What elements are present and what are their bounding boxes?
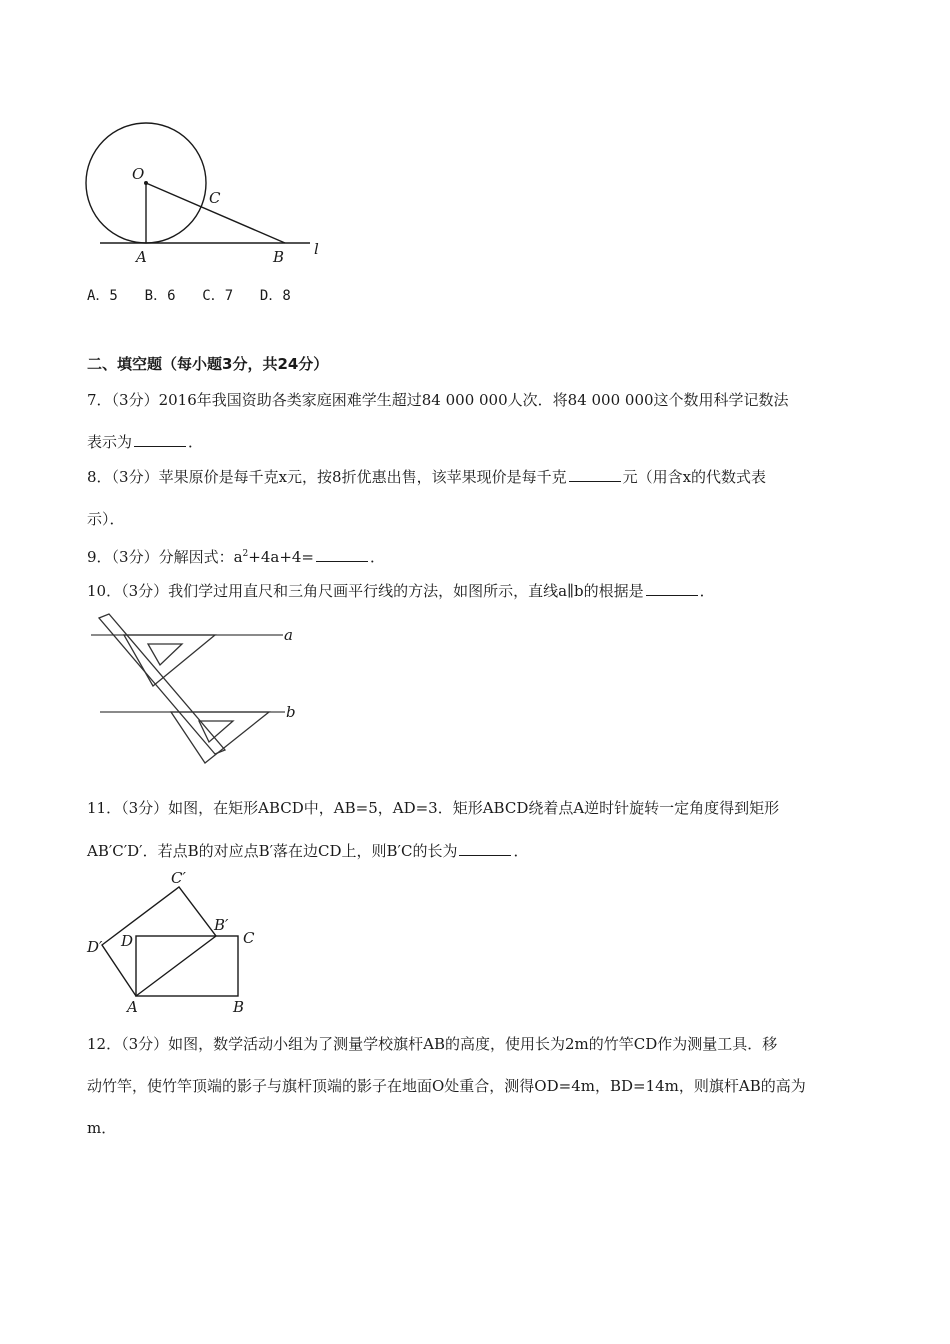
q9-period: ．: [370, 548, 386, 566]
label-a: a: [284, 626, 293, 644]
set-square-top: [124, 635, 215, 686]
choice-a: A．5: [87, 288, 118, 304]
q12-line1: 12．（3分）如图，数学活动小组为了测量学校旗杆AB的高度，使用长为2m的竹竿CD作为测量工具．移: [87, 1035, 778, 1053]
label-a: A: [136, 248, 147, 266]
q9-exponent: 2: [242, 549, 249, 559]
center-point-o: [144, 181, 148, 185]
q7-line1: 7．（3分）2016年我国资助各类家庭困难学生超过84 000 000人次．将84 000 000这个数用科学记数法: [87, 391, 789, 409]
q11-rectangle-figure: [85, 866, 275, 1016]
q9-text: 9．（3分）分解因式：a: [87, 548, 243, 566]
q7-line2: [87, 432, 203, 452]
q8-answer-blank[interactable]: [569, 467, 621, 482]
choice-b: B．6: [144, 288, 176, 304]
q9-text-mid: +4a+4=: [248, 548, 315, 566]
q11-line2: [87, 841, 528, 861]
q10-period: ．: [699, 582, 715, 600]
q11-answer-blank[interactable]: [459, 841, 511, 856]
choice-d: D．8: [259, 288, 291, 304]
label-b: B: [233, 998, 245, 1016]
label-c: C: [209, 189, 221, 207]
q7-period: ．: [188, 433, 204, 451]
q10-line: [87, 581, 715, 601]
q10-ruler-figure: [85, 610, 315, 770]
label-c-prime: C′: [171, 869, 186, 887]
q7-answer-blank[interactable]: [134, 432, 186, 447]
set-square-top-hole: [148, 644, 182, 665]
q9-answer-blank[interactable]: [316, 547, 368, 562]
label-a: A: [127, 998, 138, 1016]
q10-answer-blank[interactable]: [646, 581, 698, 596]
label-c: C: [243, 929, 255, 947]
rectangle-ab-c-d-prime: [102, 887, 216, 996]
q12-line2: 动竹竿，使竹竿顶端的影子与旗杆顶端的影子在地面O处重合，测得OD=4m，BD=14m，则旗杆AB的高为: [87, 1077, 806, 1095]
q8-line2: 示）．: [87, 510, 125, 528]
label-b: b: [286, 703, 296, 721]
q6-circle-figure: [80, 120, 340, 270]
label-b: B: [273, 248, 285, 266]
q8-text: 8．（3分）苹果原价是每千克x元，按8折优惠出售，该苹果现价是每千克: [87, 468, 567, 486]
rectangle-abcd: [136, 936, 238, 996]
label-l: l: [314, 240, 319, 258]
q8-line1: [87, 467, 766, 487]
q10-text: 10．（3分）我们学过用直尺和三角尺画平行线的方法，如图所示，直线a∥b的根据是: [87, 582, 644, 600]
label-d-prime: D′: [87, 938, 103, 956]
q11-line1: 11．（3分）如图，在矩形ABCD中，AB=5，AD=3．矩形ABCD绕着点A逆时针旋转一定角度得到矩形: [87, 799, 780, 817]
q11-period: ．: [513, 842, 529, 860]
q8-text-post: 元（用含x的代数式表: [622, 468, 767, 486]
section-heading: 二、填空题（每小题3分，共24分）: [87, 355, 329, 373]
choice-c: C．7: [202, 288, 234, 304]
q11-text: AB′C′D′．若点B的对应点B′落在边CD上，则B′C的长为: [87, 842, 458, 860]
label-d: D: [121, 932, 134, 950]
q12-line3: m．: [87, 1119, 117, 1137]
label-o: O: [132, 165, 145, 183]
q7-text: 表示为: [87, 433, 133, 451]
q9-line: [87, 544, 385, 567]
q6-choices: [87, 285, 313, 306]
label-b-prime: B′: [214, 916, 229, 934]
